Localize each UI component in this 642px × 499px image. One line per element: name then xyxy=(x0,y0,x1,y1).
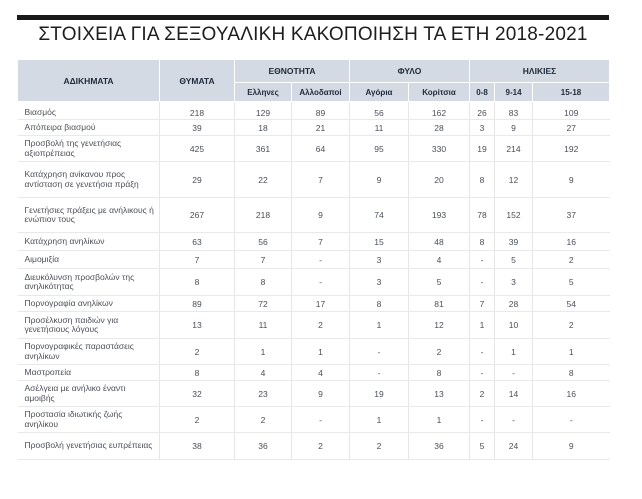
cell-crime: Μαστροπεία xyxy=(18,365,160,381)
cell-girls: 193 xyxy=(409,198,470,233)
cell-crime: Γενετήσιες πράξεις με ανήλικους ή ενώπιον τους xyxy=(18,198,160,233)
cell-foreigners: - xyxy=(292,251,350,269)
cell-girls: 2 xyxy=(409,339,470,365)
cell-age-9-14: 24 xyxy=(495,433,533,460)
cell-girls: 28 xyxy=(409,120,470,136)
cell-girls: 4 xyxy=(409,251,470,269)
cell-foreigners: 17 xyxy=(292,296,350,312)
cell-victims: 89 xyxy=(160,296,235,312)
cell-girls: 48 xyxy=(409,233,470,251)
cell-crime: Προσέλκυση παιδιών για γενετήσιους λόγους xyxy=(18,312,160,339)
cell-girls: 162 xyxy=(409,107,470,120)
cell-age-9-14: 9 xyxy=(495,120,533,136)
cell-foreigners: 2 xyxy=(292,433,350,460)
cell-victims: 38 xyxy=(160,433,235,460)
cell-foreigners: - xyxy=(292,269,350,296)
cell-crime: Προστασία ιδιωτικής ζωής ανηλίκου xyxy=(18,407,160,433)
cell-foreigners: 64 xyxy=(292,136,350,162)
cell-victims: 2 xyxy=(160,339,235,365)
table-row xyxy=(18,365,610,381)
cell-age-9-14: 3 xyxy=(495,269,533,296)
cell-crime: Αιμομιξία xyxy=(18,251,160,269)
cell-foreigners: 4 xyxy=(292,365,350,381)
cell-crime: Προσβολή της γενετήσιας αξιοπρέπειας xyxy=(18,136,160,162)
cell-girls: 1 xyxy=(409,407,470,433)
cell-greeks: 4 xyxy=(235,365,292,381)
cell-age-15-18: 192 xyxy=(533,136,610,162)
header-age-0-8: 0-8 xyxy=(470,83,495,102)
cell-age-9-14: 83 xyxy=(495,107,533,120)
cell-age-15-18: 1 xyxy=(533,339,610,365)
cell-victims: 39 xyxy=(160,120,235,136)
cell-girls: 13 xyxy=(409,381,470,407)
cell-victims: 8 xyxy=(160,365,235,381)
cell-victims: 8 xyxy=(160,269,235,296)
header-boys: Αγόρια xyxy=(350,83,409,102)
cell-girls: 20 xyxy=(409,162,470,198)
cell-age-0-8: 5 xyxy=(470,433,495,460)
cell-greeks: 23 xyxy=(235,381,292,407)
cell-victims: 2 xyxy=(160,407,235,433)
header-crimes: ΑΔΙΚΗΜΑΤΑ xyxy=(18,60,160,102)
cell-age-0-8: - xyxy=(470,339,495,365)
cell-greeks: 218 xyxy=(235,198,292,233)
cell-age-0-8: 2 xyxy=(470,381,495,407)
cell-greeks: 11 xyxy=(235,312,292,339)
cell-foreigners: 9 xyxy=(292,198,350,233)
page-title: ΣΤΟΙΧΕΙΑ ΓΙΑ ΣΕΞΟΥΑΛΙΚΗ ΚΑΚΟΠΟΙΗΣΗ ΤΑ ΕΤΗ 2018-2021 xyxy=(38,24,588,45)
cell-crime: Κατάχρηση ανίκανου προς αντίσταση σε γενετήσια πράξη xyxy=(18,162,160,198)
cell-greeks: 72 xyxy=(235,296,292,312)
cell-age-9-14: 12 xyxy=(495,162,533,198)
cell-victims: 7 xyxy=(160,251,235,269)
cell-age-15-18: 2 xyxy=(533,251,610,269)
cell-age-9-14: 10 xyxy=(495,312,533,339)
cell-age-15-18: 27 xyxy=(533,120,610,136)
cell-age-15-18: 5 xyxy=(533,269,610,296)
cell-boys: 95 xyxy=(350,136,409,162)
cell-victims: 13 xyxy=(160,312,235,339)
table-row xyxy=(18,162,610,198)
cell-victims: 63 xyxy=(160,233,235,251)
cell-foreigners: 9 xyxy=(292,381,350,407)
cell-boys: 8 xyxy=(350,296,409,312)
cell-age-0-8: - xyxy=(470,365,495,381)
cell-age-9-14: 39 xyxy=(495,233,533,251)
header-gender: ΦΥΛΟ xyxy=(350,60,470,83)
cell-victims: 425 xyxy=(160,136,235,162)
cell-age-9-14: 1 xyxy=(495,339,533,365)
cell-age-15-18: - xyxy=(533,407,610,433)
cell-boys: 11 xyxy=(350,120,409,136)
header-girls: Κορίτσια xyxy=(409,83,470,102)
cell-boys: 3 xyxy=(350,269,409,296)
cell-crime: Προσβολή γενετήσιας ευπρέπειας xyxy=(18,433,160,460)
cell-age-0-8: 19 xyxy=(470,136,495,162)
header-ages: ΗΛΙΚΙΕΣ xyxy=(470,60,610,83)
header-age-9-14: 9-14 xyxy=(495,83,533,102)
cell-victims: 218 xyxy=(160,107,235,120)
header-greeks: Ελληνες xyxy=(235,83,292,102)
header-foreigners: Αλλοδαποί xyxy=(292,83,350,102)
table-row xyxy=(18,433,610,460)
cell-boys: 9 xyxy=(350,162,409,198)
cell-foreigners: 89 xyxy=(292,107,350,120)
cell-age-15-18: 37 xyxy=(533,198,610,233)
cell-girls: 8 xyxy=(409,365,470,381)
cell-age-9-14: 28 xyxy=(495,296,533,312)
cell-greeks: 7 xyxy=(235,251,292,269)
cell-boys: 3 xyxy=(350,251,409,269)
cell-greeks: 36 xyxy=(235,433,292,460)
cell-boys: 56 xyxy=(350,107,409,120)
cell-greeks: 18 xyxy=(235,120,292,136)
cell-boys: 15 xyxy=(350,233,409,251)
cell-age-9-14: - xyxy=(495,407,533,433)
cell-greeks: 56 xyxy=(235,233,292,251)
cell-victims: 29 xyxy=(160,162,235,198)
cell-greeks: 8 xyxy=(235,269,292,296)
cell-foreigners: 7 xyxy=(292,162,350,198)
table-row xyxy=(18,107,610,120)
cell-foreigners: - xyxy=(292,407,350,433)
cell-crime: Βιασμός xyxy=(18,107,160,120)
cell-age-9-14: 14 xyxy=(495,381,533,407)
cell-age-15-18: 2 xyxy=(533,312,610,339)
cell-crime: Πορνογραφία ανηλίκων xyxy=(18,296,160,312)
cell-boys: 1 xyxy=(350,312,409,339)
cell-girls: 330 xyxy=(409,136,470,162)
table-row xyxy=(18,339,610,365)
cell-age-0-8: - xyxy=(470,407,495,433)
cell-crime: Διευκόλυνση προσβολών της ανηλικότητας xyxy=(18,269,160,296)
cell-age-0-8: - xyxy=(470,269,495,296)
cell-age-15-18: 8 xyxy=(533,365,610,381)
cell-foreigners: 2 xyxy=(292,312,350,339)
cell-girls: 5 xyxy=(409,269,470,296)
cell-age-15-18: 16 xyxy=(533,233,610,251)
cell-greeks: 22 xyxy=(235,162,292,198)
table-row xyxy=(18,233,610,251)
cell-age-0-8: 3 xyxy=(470,120,495,136)
table-row xyxy=(18,251,610,269)
cell-age-15-18: 16 xyxy=(533,381,610,407)
cell-crime: Πορνογραφικές παραστάσεις ανηλίκων xyxy=(18,339,160,365)
table-row xyxy=(18,198,610,233)
table-body xyxy=(18,102,610,460)
top-rule xyxy=(17,15,609,20)
cell-greeks: 129 xyxy=(235,107,292,120)
cell-age-9-14: 214 xyxy=(495,136,533,162)
cell-greeks: 1 xyxy=(235,339,292,365)
cell-boys: 1 xyxy=(350,407,409,433)
cell-boys: 2 xyxy=(350,433,409,460)
cell-crime: Ασέλγεια με ανήλικο έναντι αμοιβής xyxy=(18,381,160,407)
header-age-15-18: 15-18 xyxy=(533,83,610,102)
cell-girls: 12 xyxy=(409,312,470,339)
cell-crime: Κατάχρηση ανηλίκων xyxy=(18,233,160,251)
table-row xyxy=(18,136,610,162)
table-row xyxy=(18,120,610,136)
header-nationality: ΕΘΝΟΤΗΤΑ xyxy=(235,60,350,83)
statistics-table xyxy=(17,59,610,460)
cell-age-9-14: 152 xyxy=(495,198,533,233)
cell-age-0-8: 1 xyxy=(470,312,495,339)
cell-age-0-8: 26 xyxy=(470,107,495,120)
cell-boys: 19 xyxy=(350,381,409,407)
table-row xyxy=(18,312,610,339)
cell-crime: Απόπειρα βιασμού xyxy=(18,120,160,136)
table-row xyxy=(18,407,610,433)
cell-age-0-8: 8 xyxy=(470,233,495,251)
cell-foreigners: 1 xyxy=(292,339,350,365)
table-row xyxy=(18,381,610,407)
table-row xyxy=(18,269,610,296)
cell-age-0-8: 78 xyxy=(470,198,495,233)
header-victims: ΘΥΜΑΤΑ xyxy=(160,60,235,102)
cell-age-15-18: 9 xyxy=(533,162,610,198)
cell-age-0-8: 7 xyxy=(470,296,495,312)
cell-boys: - xyxy=(350,365,409,381)
cell-age-15-18: 54 xyxy=(533,296,610,312)
cell-age-15-18: 9 xyxy=(533,433,610,460)
cell-foreigners: 7 xyxy=(292,233,350,251)
cell-boys: 74 xyxy=(350,198,409,233)
cell-girls: 81 xyxy=(409,296,470,312)
cell-age-9-14: 5 xyxy=(495,251,533,269)
cell-boys: - xyxy=(350,339,409,365)
cell-age-15-18: 109 xyxy=(533,107,610,120)
cell-age-0-8: - xyxy=(470,251,495,269)
cell-greeks: 361 xyxy=(235,136,292,162)
table-row xyxy=(18,296,610,312)
cell-victims: 32 xyxy=(160,381,235,407)
cell-girls: 36 xyxy=(409,433,470,460)
cell-age-9-14: - xyxy=(495,365,533,381)
cell-victims: 267 xyxy=(160,198,235,233)
cell-greeks: 2 xyxy=(235,407,292,433)
cell-foreigners: 21 xyxy=(292,120,350,136)
cell-age-0-8: 8 xyxy=(470,162,495,198)
